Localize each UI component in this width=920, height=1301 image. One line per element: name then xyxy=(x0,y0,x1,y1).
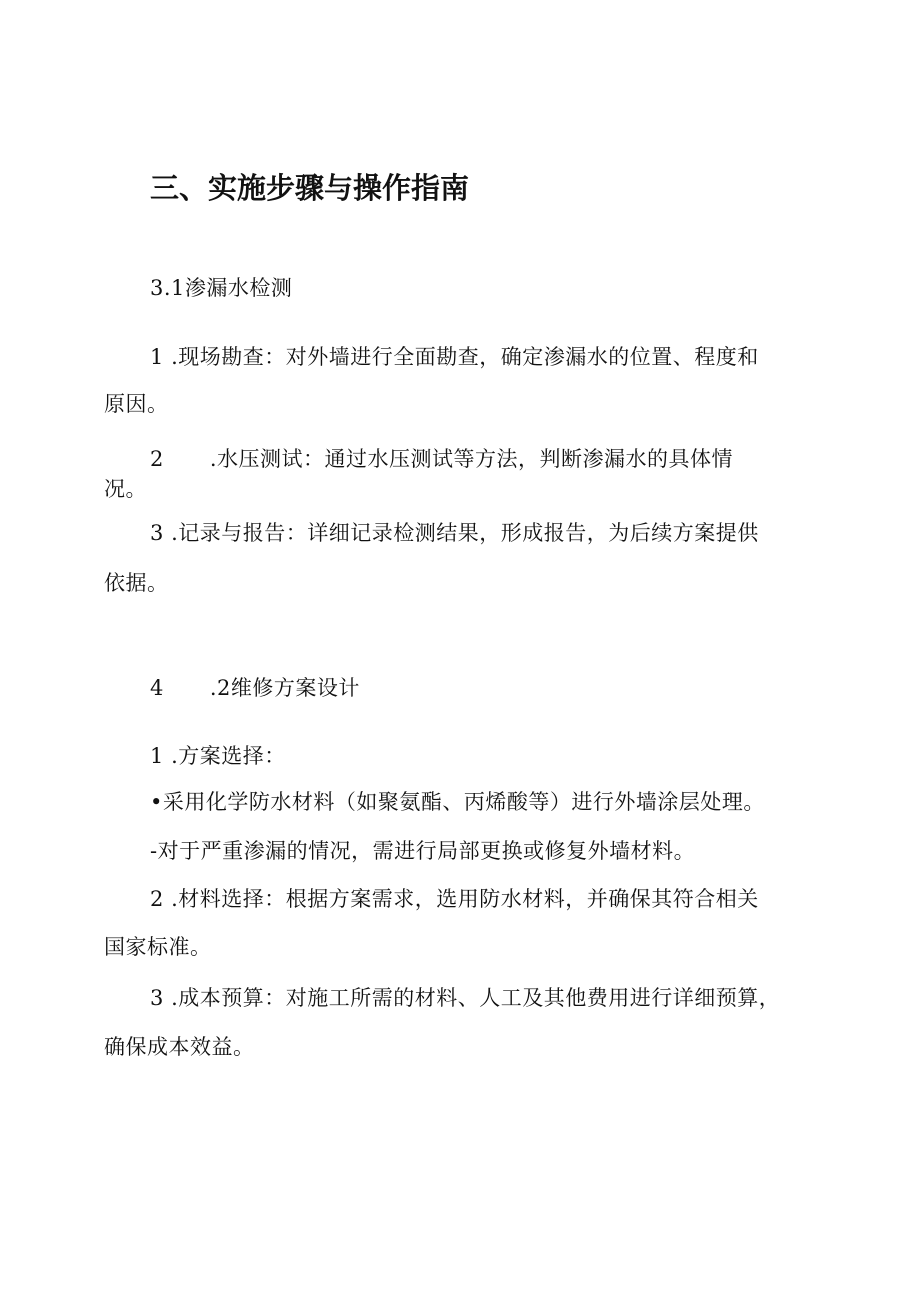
s2-item-2-number: 2 xyxy=(150,887,164,911)
s1-item-3-number: 3 xyxy=(150,521,164,545)
section-title: 三、实施步骤与操作指南 xyxy=(150,171,470,205)
s2-bullet-2: -对于严重渗漏的情况，需进行局部更换或修复外墙材料。 xyxy=(150,839,696,863)
s2-bullet-1: •采用化学防水材料（如聚氨酯、丙烯酸等）进行外墙涂层处理。 xyxy=(150,790,765,814)
s2-heading-text: .2维修方案设计 xyxy=(209,676,360,700)
s1-item-1-text: .现场勘查：对外墙进行全面勘查，确定渗漏水的位置、程度和 xyxy=(171,345,759,369)
s1-item-2-line-1 xyxy=(150,445,733,473)
s1-item-3-line-1 xyxy=(150,519,759,547)
s1-item-1-line-1 xyxy=(150,343,759,371)
s2-item-1-line-1 xyxy=(150,742,286,770)
s2-item-1-number: 1 xyxy=(150,744,164,768)
s1-item-2-number: 2 xyxy=(150,447,164,471)
s2-item-2-line-1 xyxy=(150,885,759,913)
s2-item-3-line-2: 确保成本效益。 xyxy=(104,1035,255,1059)
s2-item-3-number: 3 xyxy=(150,986,164,1010)
s1-item-1-number: 1 xyxy=(150,345,164,369)
s1-item-2-line-2: 况。 xyxy=(104,477,147,501)
s2-item-1-text: .方案选择： xyxy=(171,744,286,768)
s2-item-2-text: .材料选择：根据方案需求，选用防水材料，并确保其符合相关 xyxy=(171,887,759,911)
s2-item-3-text: .成本预算：对施工所需的材料、人工及其他费用进行详细预算， xyxy=(171,986,781,1010)
s1-item-2-text: .水压测试：通过水压测试等方法，判断渗漏水的具体情 xyxy=(209,447,734,471)
subsection-heading-3-1: 3.1渗漏水检测 xyxy=(150,276,293,300)
s1-item-3-line-2: 依据。 xyxy=(104,571,169,595)
s1-item-3-text: .记录与报告：详细记录检测结果，形成报告，为后续方案提供 xyxy=(171,521,759,545)
s2-item-2-line-2: 国家标准。 xyxy=(104,935,212,959)
s2-heading-number: 4 xyxy=(150,676,164,700)
subsection-heading-4-2 xyxy=(150,674,360,702)
s2-item-3-line-1 xyxy=(150,984,780,1012)
s1-item-1-line-2: 原因。 xyxy=(104,392,169,416)
